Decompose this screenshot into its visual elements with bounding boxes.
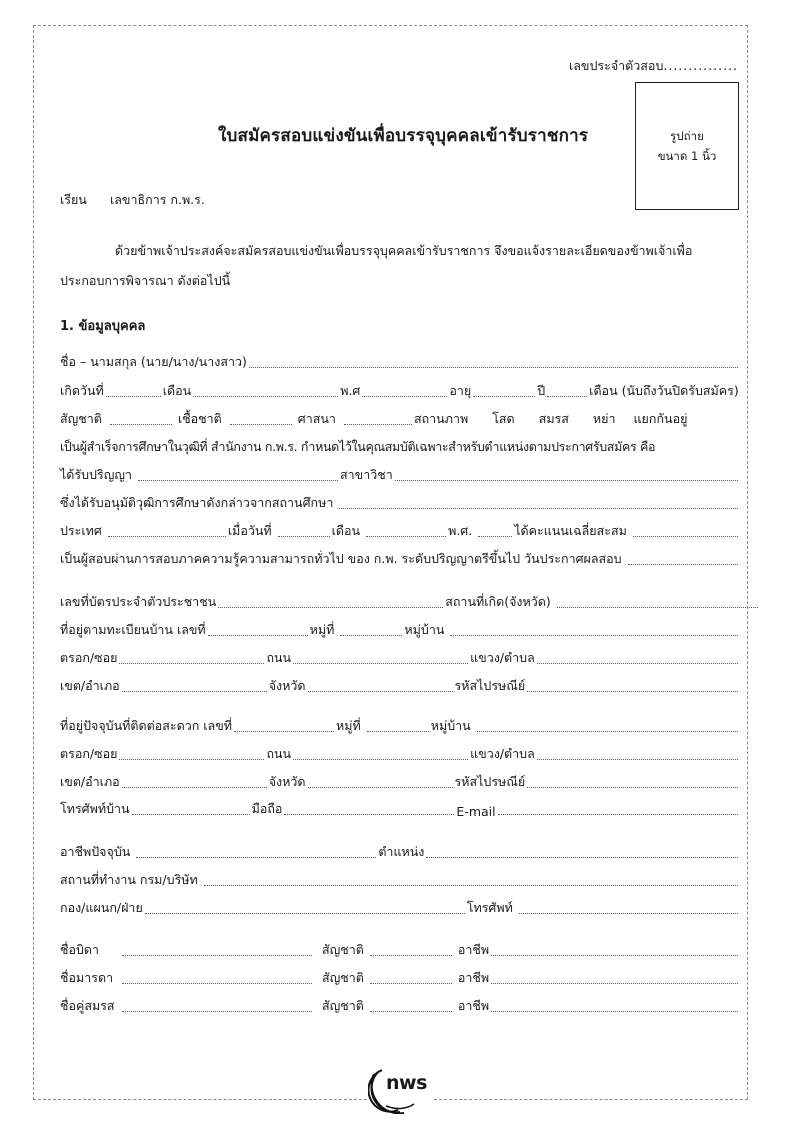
- cur-road-input[interactable]: [293, 758, 468, 760]
- home-phone-input[interactable]: [132, 813, 250, 815]
- years-label: ปี: [537, 383, 546, 398]
- row-reg-soi: [60, 648, 740, 668]
- row-degree: [60, 465, 740, 485]
- status-option-married[interactable]: สมรส: [538, 411, 569, 426]
- reg-road-input[interactable]: [293, 662, 468, 664]
- addressee: [60, 190, 205, 210]
- row-cur-soi: [60, 744, 740, 764]
- gpa-label: ได้คะแนนเฉลี่ยสะสม: [514, 523, 627, 538]
- name-label: ชื่อ – นามสกุล (นาย/นาง/นางสาว): [60, 354, 247, 369]
- reg-village-label: หมู่บ้าน: [404, 622, 445, 637]
- age-label: อายุ: [449, 383, 472, 398]
- row-id-card: [60, 592, 760, 612]
- mobile-input[interactable]: [284, 813, 454, 815]
- reg-house-no-label: ที่อยู่ตามทะเบียนบ้าน เลขที่: [60, 622, 206, 637]
- mother-occupation-label: อาชีพ: [457, 970, 490, 985]
- cur-village-label: หมู่บ้าน: [430, 718, 471, 733]
- cur-house-no-input[interactable]: [234, 730, 334, 732]
- country-label: ประเทศ: [60, 523, 102, 538]
- reg-province-label: จังหวัด: [268, 678, 306, 693]
- row-cur-address: [60, 716, 740, 736]
- occupation-input[interactable]: [136, 856, 376, 858]
- birthplace-input[interactable]: [557, 606, 758, 608]
- row-reg-district: [60, 676, 740, 696]
- mother-label: ชื่อมารดา: [60, 970, 114, 985]
- reg-province-input[interactable]: [308, 690, 453, 692]
- photo-box[interactable]: [635, 82, 739, 210]
- birth-year-input[interactable]: [362, 395, 447, 397]
- spouse-name-input[interactable]: [122, 1010, 312, 1012]
- nationality-input[interactable]: [110, 423, 172, 425]
- row-father: [60, 940, 740, 960]
- workplace-input[interactable]: [204, 884, 738, 886]
- status-option-divorced[interactable]: หย่า: [592, 411, 616, 426]
- position-label: ตำแหน่ง: [378, 844, 425, 859]
- ethnicity-input[interactable]: [230, 423, 292, 425]
- father-label: ชื่อบิดา: [60, 942, 100, 957]
- intro-line-1: ด้วยข้าพเจ้าประสงค์จะสมัครสอบแข่งขันเพื่อบรรจุบุคคลเข้ารับราชการ จึงขอแจ้งรายละเอียดของข้าพเจ้าเพื่อ: [115, 243, 693, 258]
- father-occupation-label: อาชีพ: [457, 942, 490, 957]
- cur-district-input[interactable]: [122, 786, 267, 788]
- spouse-occupation-label: อาชีพ: [457, 998, 490, 1013]
- row-occupation: [60, 842, 740, 862]
- institution-input[interactable]: [339, 507, 738, 509]
- reg-district-label: เขต/อำเภอ: [60, 678, 120, 693]
- row-workplace: [60, 870, 740, 890]
- row-edu-statement: [60, 437, 740, 457]
- reg-postcode-label: รหัสไปรษณีย์: [454, 678, 526, 693]
- exam-pass-label: เป็นผู้สอบผ่านการสอบภาคความรู้ความสามารถทั่วไป ของ ก.พ. ระดับปริญญาตรีขึ้นไป วันประกาศผลสอบ: [60, 551, 622, 566]
- addressee-label: เรียน: [60, 192, 87, 207]
- spouse-nationality-input[interactable]: [370, 1010, 452, 1012]
- row-mother: [60, 968, 740, 988]
- major-label: สาขาวิชา: [340, 467, 393, 482]
- spouse-occupation-input[interactable]: [491, 1010, 738, 1012]
- name-input[interactable]: [249, 366, 738, 368]
- reg-road-label: ถนน: [266, 650, 292, 665]
- mobile-label: มือถือ: [251, 801, 283, 816]
- age-months-input[interactable]: [547, 395, 587, 397]
- reg-moo-label: หมู่ที่: [309, 622, 335, 637]
- grad-month-label: เดือน: [331, 523, 361, 538]
- row-contact: [60, 799, 740, 819]
- occupation-label: อาชีพปัจจุบัน: [60, 844, 131, 859]
- work-phone-input[interactable]: [519, 912, 738, 914]
- age-years-input[interactable]: [473, 395, 535, 397]
- reg-house-no-input[interactable]: [208, 634, 308, 636]
- row-country: [60, 521, 740, 541]
- father-nationality-input[interactable]: [370, 954, 452, 956]
- father-occupation-input[interactable]: [491, 954, 738, 956]
- reg-soi-label: ตรอก/ซอย: [60, 650, 118, 665]
- father-nationality-label: สัญชาติ: [322, 942, 364, 957]
- reg-subdistrict-input[interactable]: [537, 662, 738, 664]
- row-exam-pass: [60, 549, 740, 569]
- cur-province-label: จังหวัด: [268, 774, 306, 789]
- work-phone-label: โทรศัพท์: [466, 900, 513, 915]
- row-nationality: [60, 409, 740, 429]
- nationality-label: สัญชาติ: [60, 411, 102, 426]
- grad-date-label: เมื่อวันที่: [227, 523, 272, 538]
- exam-number-label: เลขประจำตัวสอบ: [568, 58, 664, 73]
- row-division: [60, 898, 740, 918]
- spouse-label: ชื่อคู่สมรส: [60, 998, 115, 1013]
- row-cur-district: [60, 772, 740, 792]
- status-option-separated[interactable]: แยกกันอยู่: [633, 411, 688, 426]
- grad-year-input[interactable]: [478, 535, 512, 537]
- birth-day-input[interactable]: [106, 395, 161, 397]
- country-input[interactable]: [108, 535, 226, 537]
- degree-input[interactable]: [138, 479, 338, 481]
- intro-paragraph: [60, 236, 750, 296]
- exam-result-date-input[interactable]: [628, 563, 738, 565]
- form-title: ใบสมัครสอบแข่งขันเพื่อบรรจุบุคคลเข้ารับราชการ: [218, 126, 589, 146]
- logo-text: nws: [386, 1072, 427, 1094]
- reg-district-input[interactable]: [122, 690, 267, 692]
- row-birth: [60, 381, 740, 401]
- id-card-input[interactable]: [218, 606, 443, 608]
- grad-month-input[interactable]: [366, 535, 446, 537]
- section-title: 1. ข้อมูลบุคคล: [60, 319, 146, 334]
- cur-road-label: ถนน: [266, 746, 292, 761]
- reg-moo-input[interactable]: [340, 634, 402, 636]
- id-card-label: เลขที่บัตรประจำตัวประชาชน: [60, 594, 217, 609]
- mother-nationality-input[interactable]: [370, 982, 452, 984]
- row-institution: [60, 493, 740, 513]
- ocsc-logo: [368, 1066, 432, 1114]
- intro-line-2: ประกอบการพิจารณา ดังต่อไปนี้: [60, 273, 231, 288]
- exam-number-field[interactable]: เลขประจำตัวสอบ...............: [568, 58, 738, 73]
- ethnicity-label: เชื้อชาติ: [177, 411, 222, 426]
- birth-month-input[interactable]: [193, 395, 338, 397]
- cur-subdistrict-input[interactable]: [537, 758, 738, 760]
- birth-year-label: พ.ศ: [340, 383, 361, 398]
- reg-subdistrict-label: แขวง/ตำบล: [470, 650, 535, 665]
- cur-moo-label: หมู่ที่: [335, 718, 361, 733]
- birth-day-label: เกิดวันที่: [60, 383, 104, 398]
- cur-postcode-label: รหัสไปรษณีย์: [454, 774, 526, 789]
- reg-postcode-input[interactable]: [527, 690, 738, 692]
- gpa-input[interactable]: [633, 535, 738, 537]
- cur-postcode-input[interactable]: [527, 786, 738, 788]
- reg-soi-input[interactable]: [119, 662, 264, 664]
- spouse-nationality-label: สัญชาติ: [322, 998, 364, 1013]
- cur-house-no-label: ที่อยู่ปัจจุบันที่ติดต่อสะดวก เลขที่: [60, 718, 232, 733]
- mother-occupation-input[interactable]: [491, 982, 738, 984]
- division-label: กอง/แผนก/ฝ่าย: [60, 900, 143, 915]
- mother-name-input[interactable]: [122, 982, 312, 984]
- religion-input[interactable]: [344, 423, 412, 425]
- home-phone-label: โทรศัพท์บ้าน: [60, 801, 130, 816]
- email-input[interactable]: [498, 813, 738, 815]
- months-note-label: เดือน (นับถึงวันปิดรับสมัคร): [589, 383, 739, 398]
- status-option-single[interactable]: โสด: [492, 411, 515, 426]
- edu-statement-text: เป็นผู้สำเร็จการศึกษาในวุฒิที่ สำนักงาน ก.พ.ร. กำหนดไว้ในคุณสมบัติเฉพาะสำหรับตำแหน่งตามประกาศรับสมัคร คือ: [60, 439, 656, 454]
- cur-moo-input[interactable]: [367, 730, 429, 732]
- major-input[interactable]: [395, 479, 738, 481]
- workplace-label: สถานที่ทำงาน กรม/บริษัท: [60, 872, 198, 887]
- row-spouse: [60, 996, 740, 1016]
- email-label: E-mail: [456, 804, 496, 819]
- division-input[interactable]: [145, 912, 465, 914]
- father-name-input[interactable]: [122, 954, 312, 956]
- status-label: สถานภาพ: [413, 411, 469, 426]
- birthplace-label: สถานที่เกิด(จังหวัด): [445, 594, 551, 609]
- grad-year-label: พ.ศ.: [448, 523, 473, 538]
- degree-label: ได้รับปริญญา: [60, 467, 133, 482]
- grad-day-input[interactable]: [278, 535, 330, 537]
- institution-label: ซึ่งได้รับอนุมัติวุฒิการศึกษาดังกล่าวจากสถานศึกษา: [60, 495, 334, 510]
- row-reg-address: [60, 620, 740, 640]
- cur-district-label: เขต/อำเภอ: [60, 774, 120, 789]
- cur-subdistrict-label: แขวง/ตำบล: [470, 746, 535, 761]
- cur-soi-input[interactable]: [119, 758, 264, 760]
- mother-nationality-label: สัญชาติ: [322, 970, 364, 985]
- cur-soi-label: ตรอก/ซอย: [60, 746, 118, 761]
- photo-label: รูปถ่าย: [670, 129, 704, 143]
- cur-village-input[interactable]: [477, 730, 738, 732]
- birth-month-label: เดือน: [162, 383, 192, 398]
- row-name: [60, 352, 740, 372]
- position-input[interactable]: [426, 856, 738, 858]
- photo-size-label: ขนาด 1 นิ้ว: [657, 149, 717, 163]
- cur-province-input[interactable]: [308, 786, 453, 788]
- addressee-value: เลขาธิการ ก.พ.ร.: [110, 192, 205, 207]
- reg-village-input[interactable]: [450, 634, 738, 636]
- religion-label: ศาสนา: [297, 411, 336, 426]
